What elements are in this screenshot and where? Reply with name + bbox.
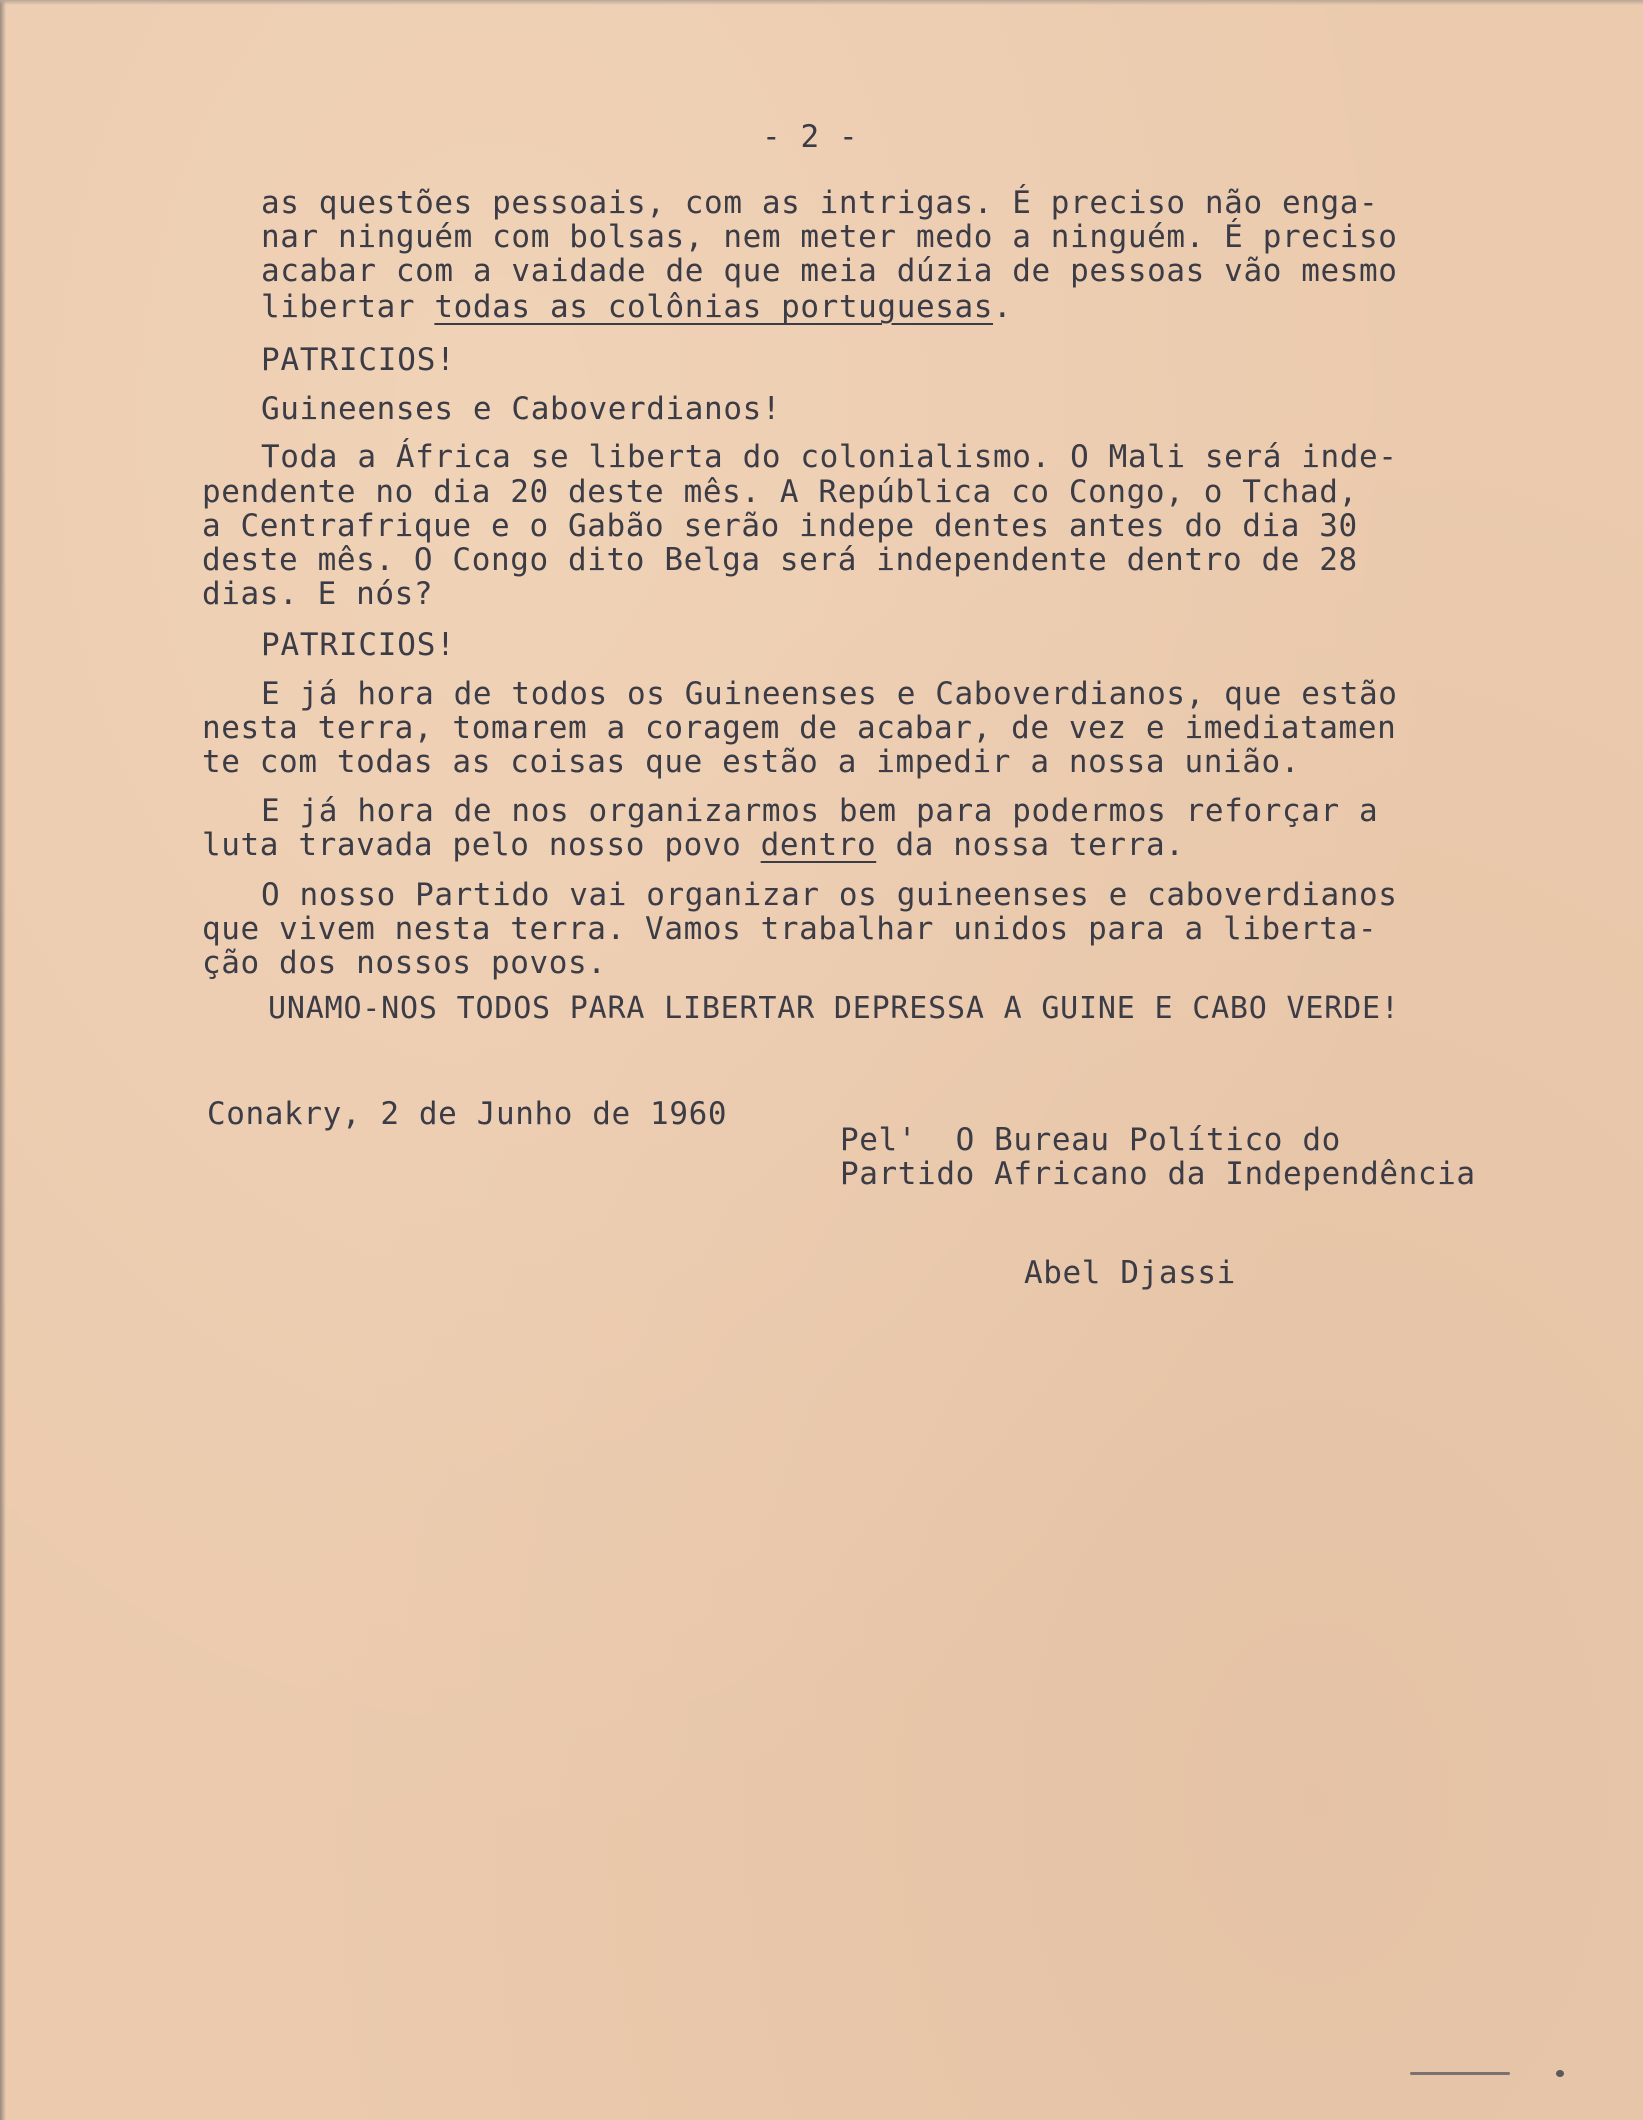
paragraph-2-line-3: a Centrafrique e o Gabão serão indepe dentes antes do dia 30 [202, 508, 1358, 544]
underlined-word: dentro [760, 827, 877, 863]
ink-dot [1556, 2070, 1564, 2077]
paragraph-4-line-2-end: da nossa terra. [876, 827, 1185, 863]
paragraph-1-line-4-end: . [993, 289, 1013, 325]
paragraph-4-line-2-text: luta travada pelo nosso povo [202, 827, 761, 863]
signer-name: Abel Djassi [1024, 1255, 1236, 1291]
paragraph-1-line-4-text: libertar [261, 289, 435, 325]
paragraph-4-line-2 [202, 828, 1184, 862]
paragraph-3-line-1: E já hora de todos os Guineenses e Caboverdianos, que estão [261, 676, 1398, 712]
closing-slogan: UNAMO-NOS TODOS PARA LIBERTAR DEPRESSA A GUINE E CABO VERDE! [268, 991, 1400, 1026]
paragraph-4-line-1: E já hora de nos organizarmos bem para podermos reforçar a [261, 793, 1379, 829]
paragraph-5-line-2: que vivem nesta terra. Vamos trabalhar unidos para a liberta- [202, 911, 1378, 947]
signature-line-2: Partido Africano da Independência [840, 1156, 1476, 1192]
paragraph-5-line-3: ção dos nossos povos. [202, 945, 607, 981]
paper-top-edge [0, 0, 1643, 5]
paragraph-5-line-1: O nosso Partido vai organizar os guineenses e caboverdianos [261, 877, 1398, 913]
paragraph-3-line-2: nesta terra, tomarem a coragem de acabar, de vez e imediatamen [202, 710, 1397, 746]
page-number: - 2 - [762, 119, 859, 155]
paragraph-3-line-3: te com todas as coisas que estão a impedir a nossa união. [202, 744, 1301, 780]
place-and-date: Conakry, 2 de Junho de 1960 [207, 1096, 728, 1132]
underlined-phrase: todas as colônias portuguesas [434, 289, 994, 325]
paragraph-1-line-1: as questões pessoais, com as intrigas. É preciso não enga- [261, 185, 1379, 221]
salutation-patricios-2: PATRICIOS! [261, 627, 456, 663]
paragraph-1-line-2: nar ninguém com bolsas, nem meter medo a ninguém. É preciso [261, 219, 1398, 255]
ink-mark [1410, 2072, 1510, 2075]
salutation-patricios-1: PATRICIOS! [261, 342, 456, 378]
paragraph-2-line-5: dias. E nós? [202, 576, 434, 612]
salutation-guineenses: Guineenses e Caboverdianos! [261, 391, 782, 427]
paragraph-1-line-4 [261, 290, 1012, 324]
paragraph-2-line-2: pendente no dia 20 deste mês. A República co Congo, o Tchad, [202, 474, 1358, 510]
paragraph-2-line-1: Toda a África se liberta do colonialismo. O Mali será inde- [261, 439, 1398, 475]
paper-left-edge [0, 0, 6, 2120]
paragraph-1-line-3: acabar com a vaidade de que meia dúzia de pessoas vão mesmo [261, 253, 1398, 289]
paragraph-2-line-4: deste mês. O Congo dito Belga será independente dentro de 28 [202, 542, 1358, 578]
signature-line-1: Pel' O Bureau Político do [840, 1122, 1341, 1158]
